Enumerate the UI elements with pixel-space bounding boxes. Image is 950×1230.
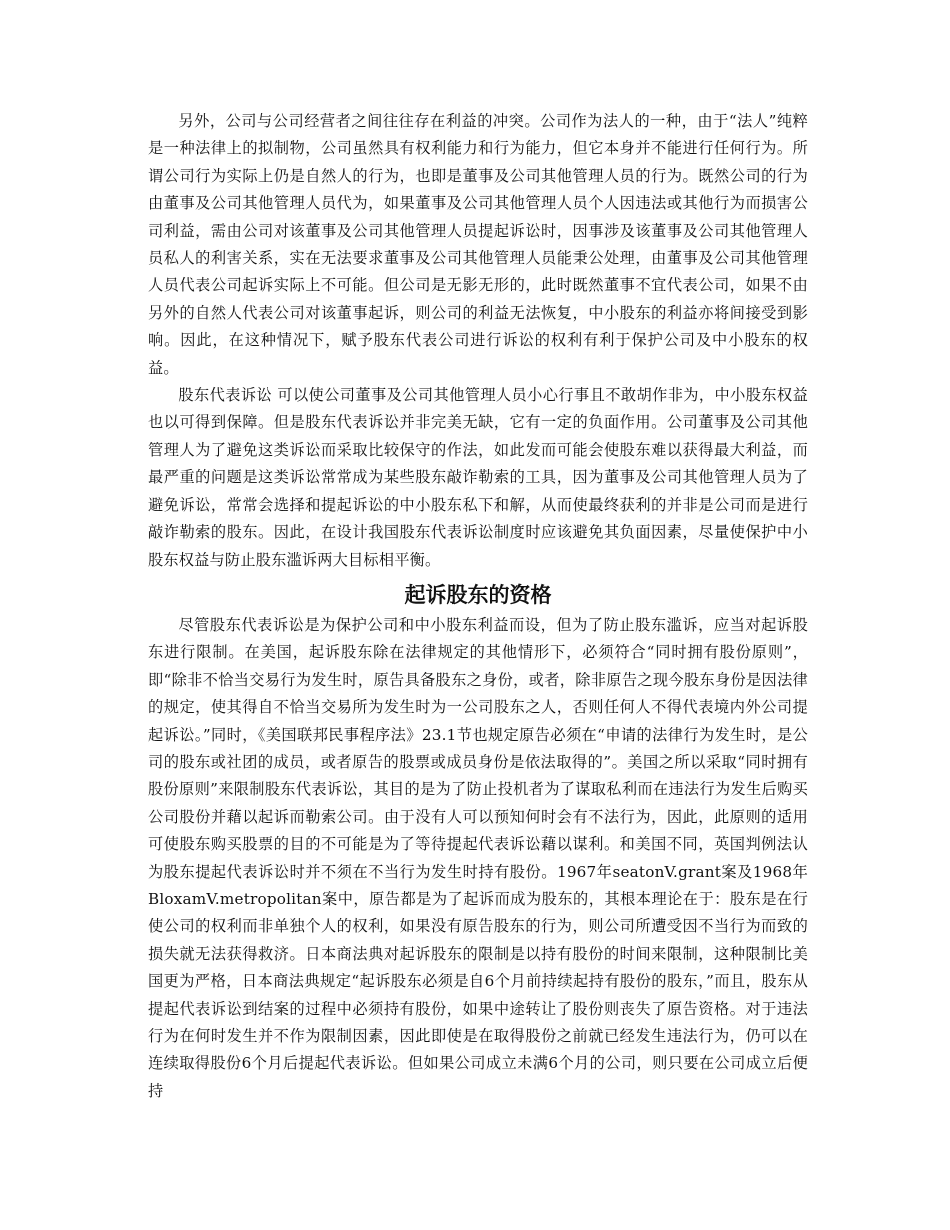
- paragraph-conflict-of-interest: 另外，公司与公司经营者之间往往存在利益的冲突。公司作为法人的一种，由于“法人”纯粹是一种法律上的拟制物，公司虽然具有权利能力和行为能力，但它本身并不能进行任何行为。所谓公司行为实际上仍是自然人的行为，也即是董事及公司其他管理人员的行为。既然公司的行为由董事及公司其他管理人员代为，如果董事及公司其他管理人员个人因违法或其他行为而损害公司利益，需由公司对该董事及公司其他管理人员提起诉讼时，因事涉及该董事及公司其他管理人员私人的利害关系，实在无法要求董事及公司其他管理人员能秉公处理，由董事及公司其他管理人员代表公司起诉实际上不可能。但公司是无影无形的，此时既然董事不宜代表公司，如果不由另外的自然人代表公司对该董事起诉，则公司的利益无法恢复，中小股东的利益亦将间接受到影响。因此，在这种情况下，赋予股东代表公司进行诉讼的权利有利于保护公司及中小股东的权益。: [148, 112, 808, 377]
- document-page: [148, 108, 808, 1105]
- section-heading: 起诉股东的资格: [404, 582, 552, 607]
- paragraph-plaintiff-qualification: 尽管股东代表诉讼是为保护公司和中小股东利益而设，但为了防止股东滥诉，应当对起诉股东进行限制。在美国，起诉股东除在法律规定的其他情形下，必须符合“同时拥有股份原则”，即“除非不恰当交易行为发生时，原告具备股东之身份，或者，除非原告之现今股东身份是因法律的规定，使其得自不恰当交易所为发生时为一公司股东之人，否则任何人不得代表境内外公司提起诉讼。”同时，《美国联邦民事程序法》23.1节也规定原告必须在“申请的法律行为发生时，是公司的股东或社团的成员，或者原告的股票或成员身份是依法取得的”。美国之所以采取“同时拥有股份原则”来限制股东代表诉讼，其目的是为了防止投机者为了谋取私利而在违法行为发生后购买公司股份并藉以起诉而勒索公司。由于没有人可以预知何时会有不法行为，因此，此原则的适用可使股东购买股票的目的不可能是为了等待提起代表诉讼藉以谋利。和美国不同，英国判例法认为股东提起代表诉讼时并不须在不当行为发生时持有股份。1967年seatonV.grant案及1968年BloxamV.metropolitan案中，原告都是为了起诉而成为股东的，其根本理论在于：股东是在行使公司的权利而非单独个人的权利，如果没有原告股东的行为，则公司所遭受因不当行为而致的损失就无法获得救济。日本商法典对起诉股东的限制是以持有股份的时间来限制，这种限制比美国更为严格，日本商法典规定“起诉股东必须是自6个月前持续起持有股份的股东，”而且，股东从提起代表诉讼到结案的过程中必须持有股份，如果中途转让了股份则丧失了原告资格。对于违法行为在何时发生并不作为限制因素，因此即使是在取得股份之前就已经发生违法行为，仍可以在连续取得股份6个月后提起代表诉讼。但如果公司成立未满6个月的公司，则只要在公司成立后便持: [148, 615, 808, 1100]
- paragraph-derivative-suit-effects: 股东代表诉讼 可以使公司董事及公司其他管理人员小心行事且不敢胡作非为，中小股东权益也以可得到保障。但是股东代表诉讼并非完美无缺，它有一定的负面作用。公司董事及公司其他管理人为了避免这类诉讼而采取比较保守的作法，如此发而可能会使股东难以获得最大利益，而最严重的问题是这类诉讼常常成为某些股东敲诈勒索的工具，因为董事及公司其他管理人员为了避免诉讼，常常会选择和提起诉讼的中小股东私下和解，从而使最终获利的并非是公司而是进行敲诈勒索的股东。因此，在设计我国股东代表诉讼制度时应该避免其负面因素，尽量使保护中小股东权益与防止股东滥诉两大目标相平衡。: [148, 386, 808, 569]
